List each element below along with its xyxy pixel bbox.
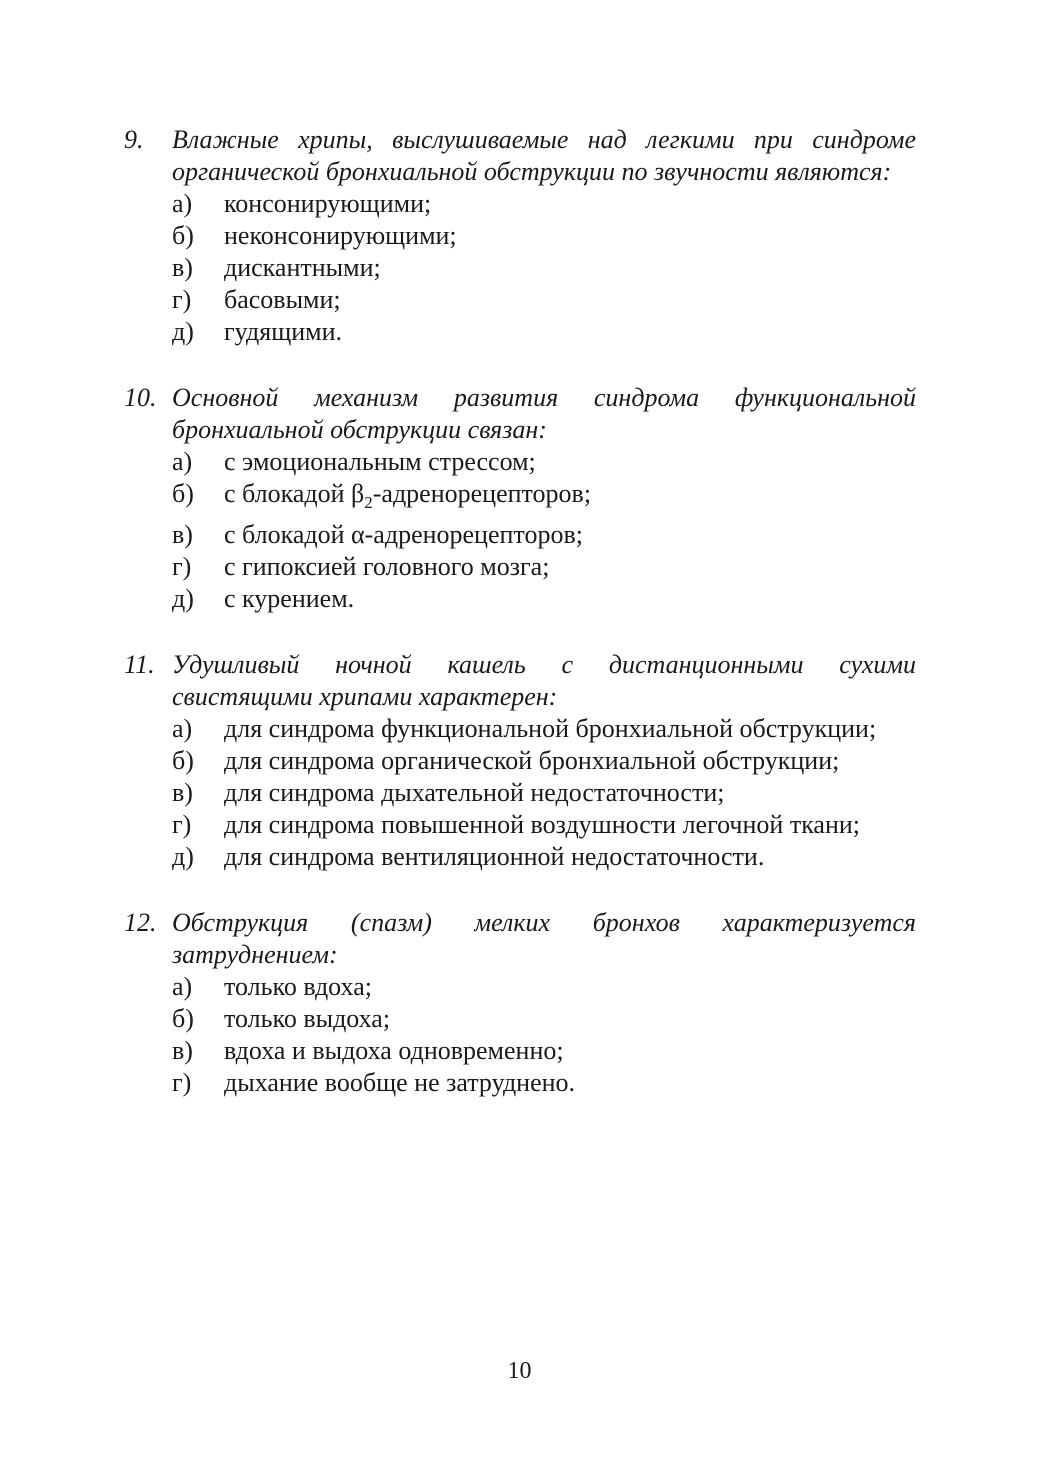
option-letter: г) — [172, 810, 192, 840]
option-letter: д) — [172, 317, 194, 346]
question-text: Обструкция (спазм) мелких бронхов характеризуется затруднением: — [172, 908, 916, 970]
option-letter: в) — [172, 520, 193, 550]
option-text: неконсонирующими; — [224, 221, 457, 250]
option-letter: б) — [172, 221, 194, 250]
option-letter: а) — [172, 714, 193, 744]
option-letter: в) — [172, 1036, 193, 1066]
option-text: гудящими. — [224, 317, 343, 346]
question-9 — [124, 124, 916, 348]
option-letter: г) — [172, 285, 192, 314]
option — [172, 1003, 916, 1035]
question-10 — [124, 382, 916, 615]
option-letter: а) — [172, 189, 193, 218]
option — [172, 551, 916, 583]
question-number: 12. — [124, 908, 157, 938]
option — [172, 446, 916, 478]
option — [172, 745, 916, 777]
option — [172, 809, 916, 841]
question-11 — [124, 649, 916, 873]
option — [172, 252, 916, 284]
option-letter: в) — [172, 778, 193, 808]
option-text: с курением. — [224, 584, 355, 614]
option-text: дыхание вообще не затруднено. — [224, 1068, 576, 1098]
option — [172, 583, 916, 615]
option-text-after: -адренорецепторов; — [372, 479, 592, 508]
option — [172, 188, 916, 220]
options-list — [172, 971, 916, 1099]
option-text: консонирующими; — [224, 189, 432, 218]
option-letter: д) — [172, 842, 194, 872]
option-text: только вдоха; — [224, 972, 372, 1002]
options-list — [172, 446, 916, 615]
option-text: для синдрома дыхательной недостаточности; — [224, 778, 725, 808]
option — [172, 777, 916, 809]
option-letter: г) — [172, 1068, 192, 1098]
option-text: для синдрома органической бронхиальной обструкции; — [224, 746, 840, 776]
options-list — [172, 713, 916, 873]
option-text: басовыми; — [224, 285, 341, 314]
subscript-2: 2 — [364, 493, 373, 513]
option-letter: а) — [172, 447, 193, 476]
question-number: 11. — [124, 650, 155, 680]
option-text — [224, 478, 916, 519]
option-text: с гипоксией головного мозга; — [224, 552, 550, 582]
option-letter: д) — [172, 584, 194, 614]
option-text: для синдрома функциональной бронхиальной обструкции; — [224, 714, 877, 744]
options-list — [172, 188, 916, 348]
option-text: с эмоциональным стрессом; — [224, 447, 536, 476]
option-letter: б) — [172, 746, 194, 776]
option — [172, 971, 916, 1003]
option — [172, 841, 916, 873]
option — [172, 220, 916, 252]
page-number: 10 — [507, 1358, 532, 1384]
option — [172, 478, 916, 519]
question-12 — [124, 907, 916, 1099]
option — [172, 316, 916, 348]
option-letter: б) — [172, 479, 194, 508]
option — [172, 1067, 916, 1099]
question-text: Удушливый ночной кашель с дистанционными сухими свистящими хрипами характерен: — [172, 650, 916, 712]
option — [172, 1035, 916, 1067]
option-letter: б) — [172, 1004, 194, 1034]
question-text: Влажные хрипы, выслушиваемые над легкими при синдроме органической бронхиальной обструкции по звучности являются: — [172, 125, 916, 186]
option-text: только выдоха; — [224, 1004, 391, 1034]
option-letter: а) — [172, 972, 193, 1002]
question-number: 9. — [124, 125, 144, 154]
question-number: 10. — [124, 383, 157, 412]
option-text-before: с блокадой β — [224, 479, 365, 508]
document-page — [124, 124, 916, 1133]
option — [172, 519, 916, 551]
option — [172, 713, 916, 745]
option-letter: в) — [172, 253, 193, 282]
option-text: для синдрома вентиляционной недостаточности. — [224, 842, 765, 872]
option-text: с блокадой α-адренорецепторов; — [224, 520, 583, 550]
option-text: вдоха и выдоха одновременно; — [224, 1036, 564, 1066]
option-text: дискантными; — [224, 253, 381, 282]
option-letter: г) — [172, 552, 192, 582]
option — [172, 284, 916, 316]
question-text: Основной механизм развития синдрома функциональной бронхиальной обструкции связан: — [172, 383, 916, 444]
option-text: для синдрома повышенной воздушности легочной ткани; — [224, 810, 861, 840]
